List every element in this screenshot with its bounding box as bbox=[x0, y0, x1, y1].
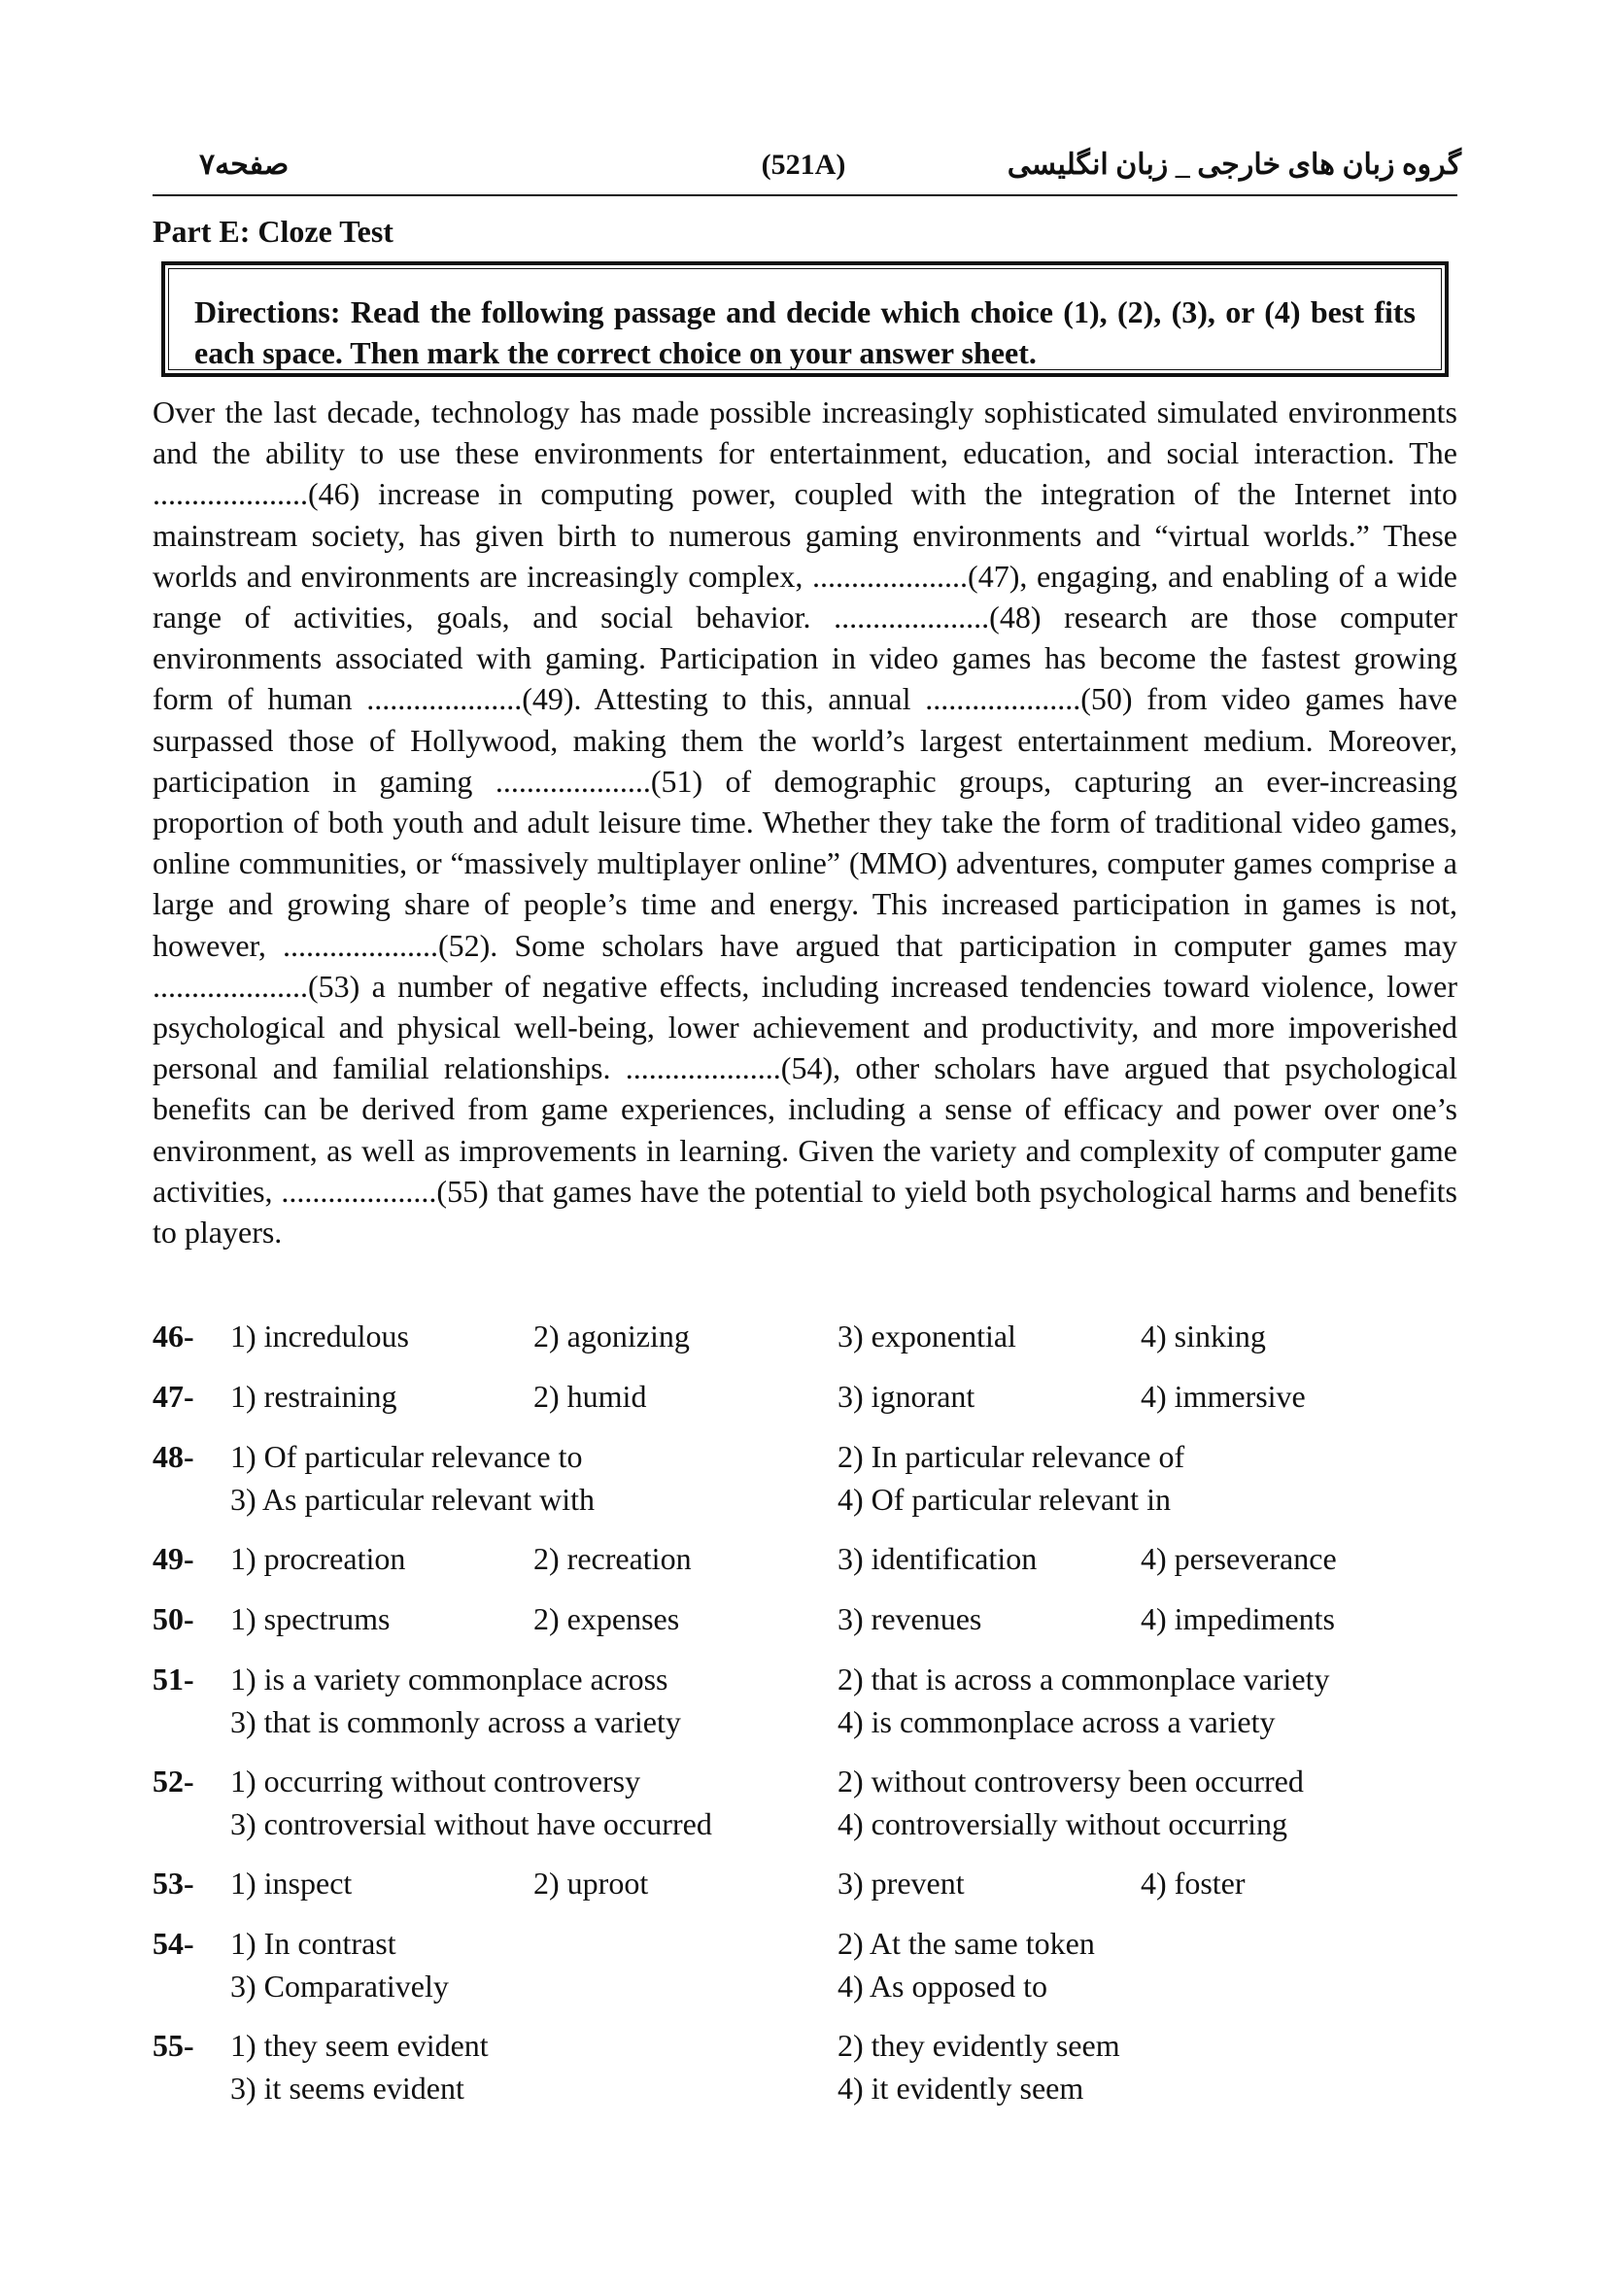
option-3[interactable]: 3) identification bbox=[838, 1541, 1038, 1576]
option-2[interactable]: 2) uproot bbox=[533, 1866, 649, 1901]
question-53 bbox=[153, 1862, 1457, 1904]
question-number: 47- bbox=[153, 1379, 194, 1414]
option-4[interactable]: 4) is commonplace across a variety bbox=[838, 1704, 1276, 1739]
option-1[interactable]: 1) procreation bbox=[230, 1541, 406, 1576]
question-52 bbox=[153, 1760, 1457, 1845]
option-2[interactable]: 2) that is across a commonplace variety bbox=[838, 1662, 1330, 1696]
page-number: صفحه۷ bbox=[199, 149, 290, 181]
cloze-passage: Over the last decade, technology has made possible increasingly sophisticated simulated environments and the ability to use these environments for entertainment, education, and social interaction. The ....................(46) increase in computing power, coupled with the integration of the Internet into mainstream society, has given birth to numerous gaming environments and “virtual worlds.” These worlds and environments are increasingly complex, ....................(47), engaging, and enabling of a wide range of activities, goals, and social behavior. ....................(48) research are those computer environments associated with gaming. Participation in video games has become the fastest growing form of human ....................(49). Attesting to this, annual ....................(50) from video games have surpassed those of Hollywood, making them the world’s largest entertainment medium. Moreover, participation in gaming ....................(51) of demographic groups, capturing an ever-increasing proportion of both youth and adult leisure time. Whether they take the form of traditional video games, online communities, or “massively multiplayer online” (MMO) adventures, computer games comprise a large and growing share of people’s time and energy. This increased participation in games is not, however, ....................(52). Some scholars have argued that participation in computer games may ....................(53) a number of negative effects, including increased tendencies toward violence, lower psychological and physical well-being, lower achievement and productivity, and more impoverished personal and familial relationships. ....................(54), other scholars have argued that psychological benefits can be derived from game experiences, including a sense of efficacy and power over one’s environment, as well as improvements in learning. Given the variety and complexity of computer game activities, ....................(55) that games have the potential to yield both psychological harms and benefits to players. bbox=[153, 394, 1457, 1251]
option-2[interactable]: 2) recreation bbox=[533, 1541, 692, 1576]
option-2[interactable]: 2) without controversy been occurred bbox=[838, 1764, 1304, 1799]
question-number: 54- bbox=[153, 1926, 194, 1961]
question-51 bbox=[153, 1658, 1457, 1743]
option-3[interactable]: 3) that is commonly across a variety bbox=[230, 1704, 681, 1739]
option-1[interactable]: 1) they seem evident bbox=[230, 2028, 489, 2063]
option-3[interactable]: 3) ignorant bbox=[838, 1379, 975, 1414]
question-47 bbox=[153, 1375, 1457, 1418]
option-1[interactable]: 1) inspect bbox=[230, 1866, 353, 1901]
question-50 bbox=[153, 1597, 1457, 1640]
question-number: 52- bbox=[153, 1764, 194, 1799]
option-2[interactable]: 2) humid bbox=[533, 1379, 647, 1414]
question-number: 51- bbox=[153, 1662, 194, 1696]
option-3[interactable]: 3) prevent bbox=[838, 1866, 965, 1901]
question-49 bbox=[153, 1537, 1457, 1580]
option-2[interactable]: 2) they evidently seem bbox=[838, 2028, 1120, 2063]
group-title: گروه زبان های خارجی _ زبان انگلیسی bbox=[1007, 149, 1461, 181]
question-number: 53- bbox=[153, 1866, 194, 1901]
option-3[interactable]: 3) As particular relevant with bbox=[230, 1482, 595, 1517]
option-1[interactable]: 1) In contrast bbox=[230, 1926, 396, 1961]
option-1[interactable]: 1) Of particular relevance to bbox=[230, 1439, 583, 1474]
option-2[interactable]: 2) expenses bbox=[533, 1601, 680, 1636]
header-divider bbox=[153, 194, 1457, 196]
option-3[interactable]: 3) revenues bbox=[838, 1601, 982, 1636]
question-list bbox=[153, 1315, 1457, 2126]
exam-code: (521A) bbox=[761, 149, 846, 181]
question-55 bbox=[153, 2024, 1457, 2109]
option-4[interactable]: 4) perseverance bbox=[1141, 1541, 1337, 1576]
option-1[interactable]: 1) is a variety commonplace across bbox=[230, 1662, 668, 1696]
question-number: 48- bbox=[153, 1439, 194, 1474]
option-4[interactable]: 4) Of particular relevant in bbox=[838, 1482, 1171, 1517]
option-4[interactable]: 4) sinking bbox=[1141, 1319, 1266, 1354]
question-48 bbox=[153, 1435, 1457, 1521]
option-1[interactable]: 1) incredulous bbox=[230, 1319, 409, 1354]
question-46 bbox=[153, 1315, 1457, 1357]
option-4[interactable]: 4) foster bbox=[1141, 1866, 1246, 1901]
option-1[interactable]: 1) restraining bbox=[230, 1379, 397, 1414]
option-3[interactable]: 3) it seems evident bbox=[230, 2071, 464, 2106]
question-number: 46- bbox=[153, 1319, 194, 1354]
option-4[interactable]: 4) it evidently seem bbox=[838, 2071, 1084, 2106]
question-number: 49- bbox=[153, 1541, 194, 1576]
question-number: 55- bbox=[153, 2028, 194, 2063]
option-1[interactable]: 1) spectrums bbox=[230, 1601, 391, 1636]
option-3[interactable]: 3) controversial without have occurred bbox=[230, 1806, 712, 1841]
option-2[interactable]: 2) At the same token bbox=[838, 1926, 1095, 1961]
option-2[interactable]: 2) agonizing bbox=[533, 1319, 690, 1354]
directions-text: Directions: Read the following passage and decide which choice (1), (2), (3), or (4) best fits each space. Then mark the correct choice on your answer sheet. bbox=[168, 268, 1442, 370]
question-number: 50- bbox=[153, 1601, 194, 1636]
directions-box bbox=[161, 261, 1449, 377]
option-2[interactable]: 2) In particular relevance of bbox=[838, 1439, 1185, 1474]
option-4[interactable]: 4) As opposed to bbox=[838, 1969, 1047, 2004]
option-4[interactable]: 4) controversially without occurring bbox=[838, 1806, 1287, 1841]
option-1[interactable]: 1) occurring without controversy bbox=[230, 1764, 641, 1799]
section-title: Part E: Cloze Test bbox=[153, 214, 393, 249]
option-3[interactable]: 3) Comparatively bbox=[230, 1969, 449, 2004]
question-54 bbox=[153, 1922, 1457, 2007]
option-4[interactable]: 4) immersive bbox=[1141, 1379, 1306, 1414]
option-4[interactable]: 4) impediments bbox=[1141, 1601, 1335, 1636]
option-3[interactable]: 3) exponential bbox=[838, 1319, 1016, 1354]
